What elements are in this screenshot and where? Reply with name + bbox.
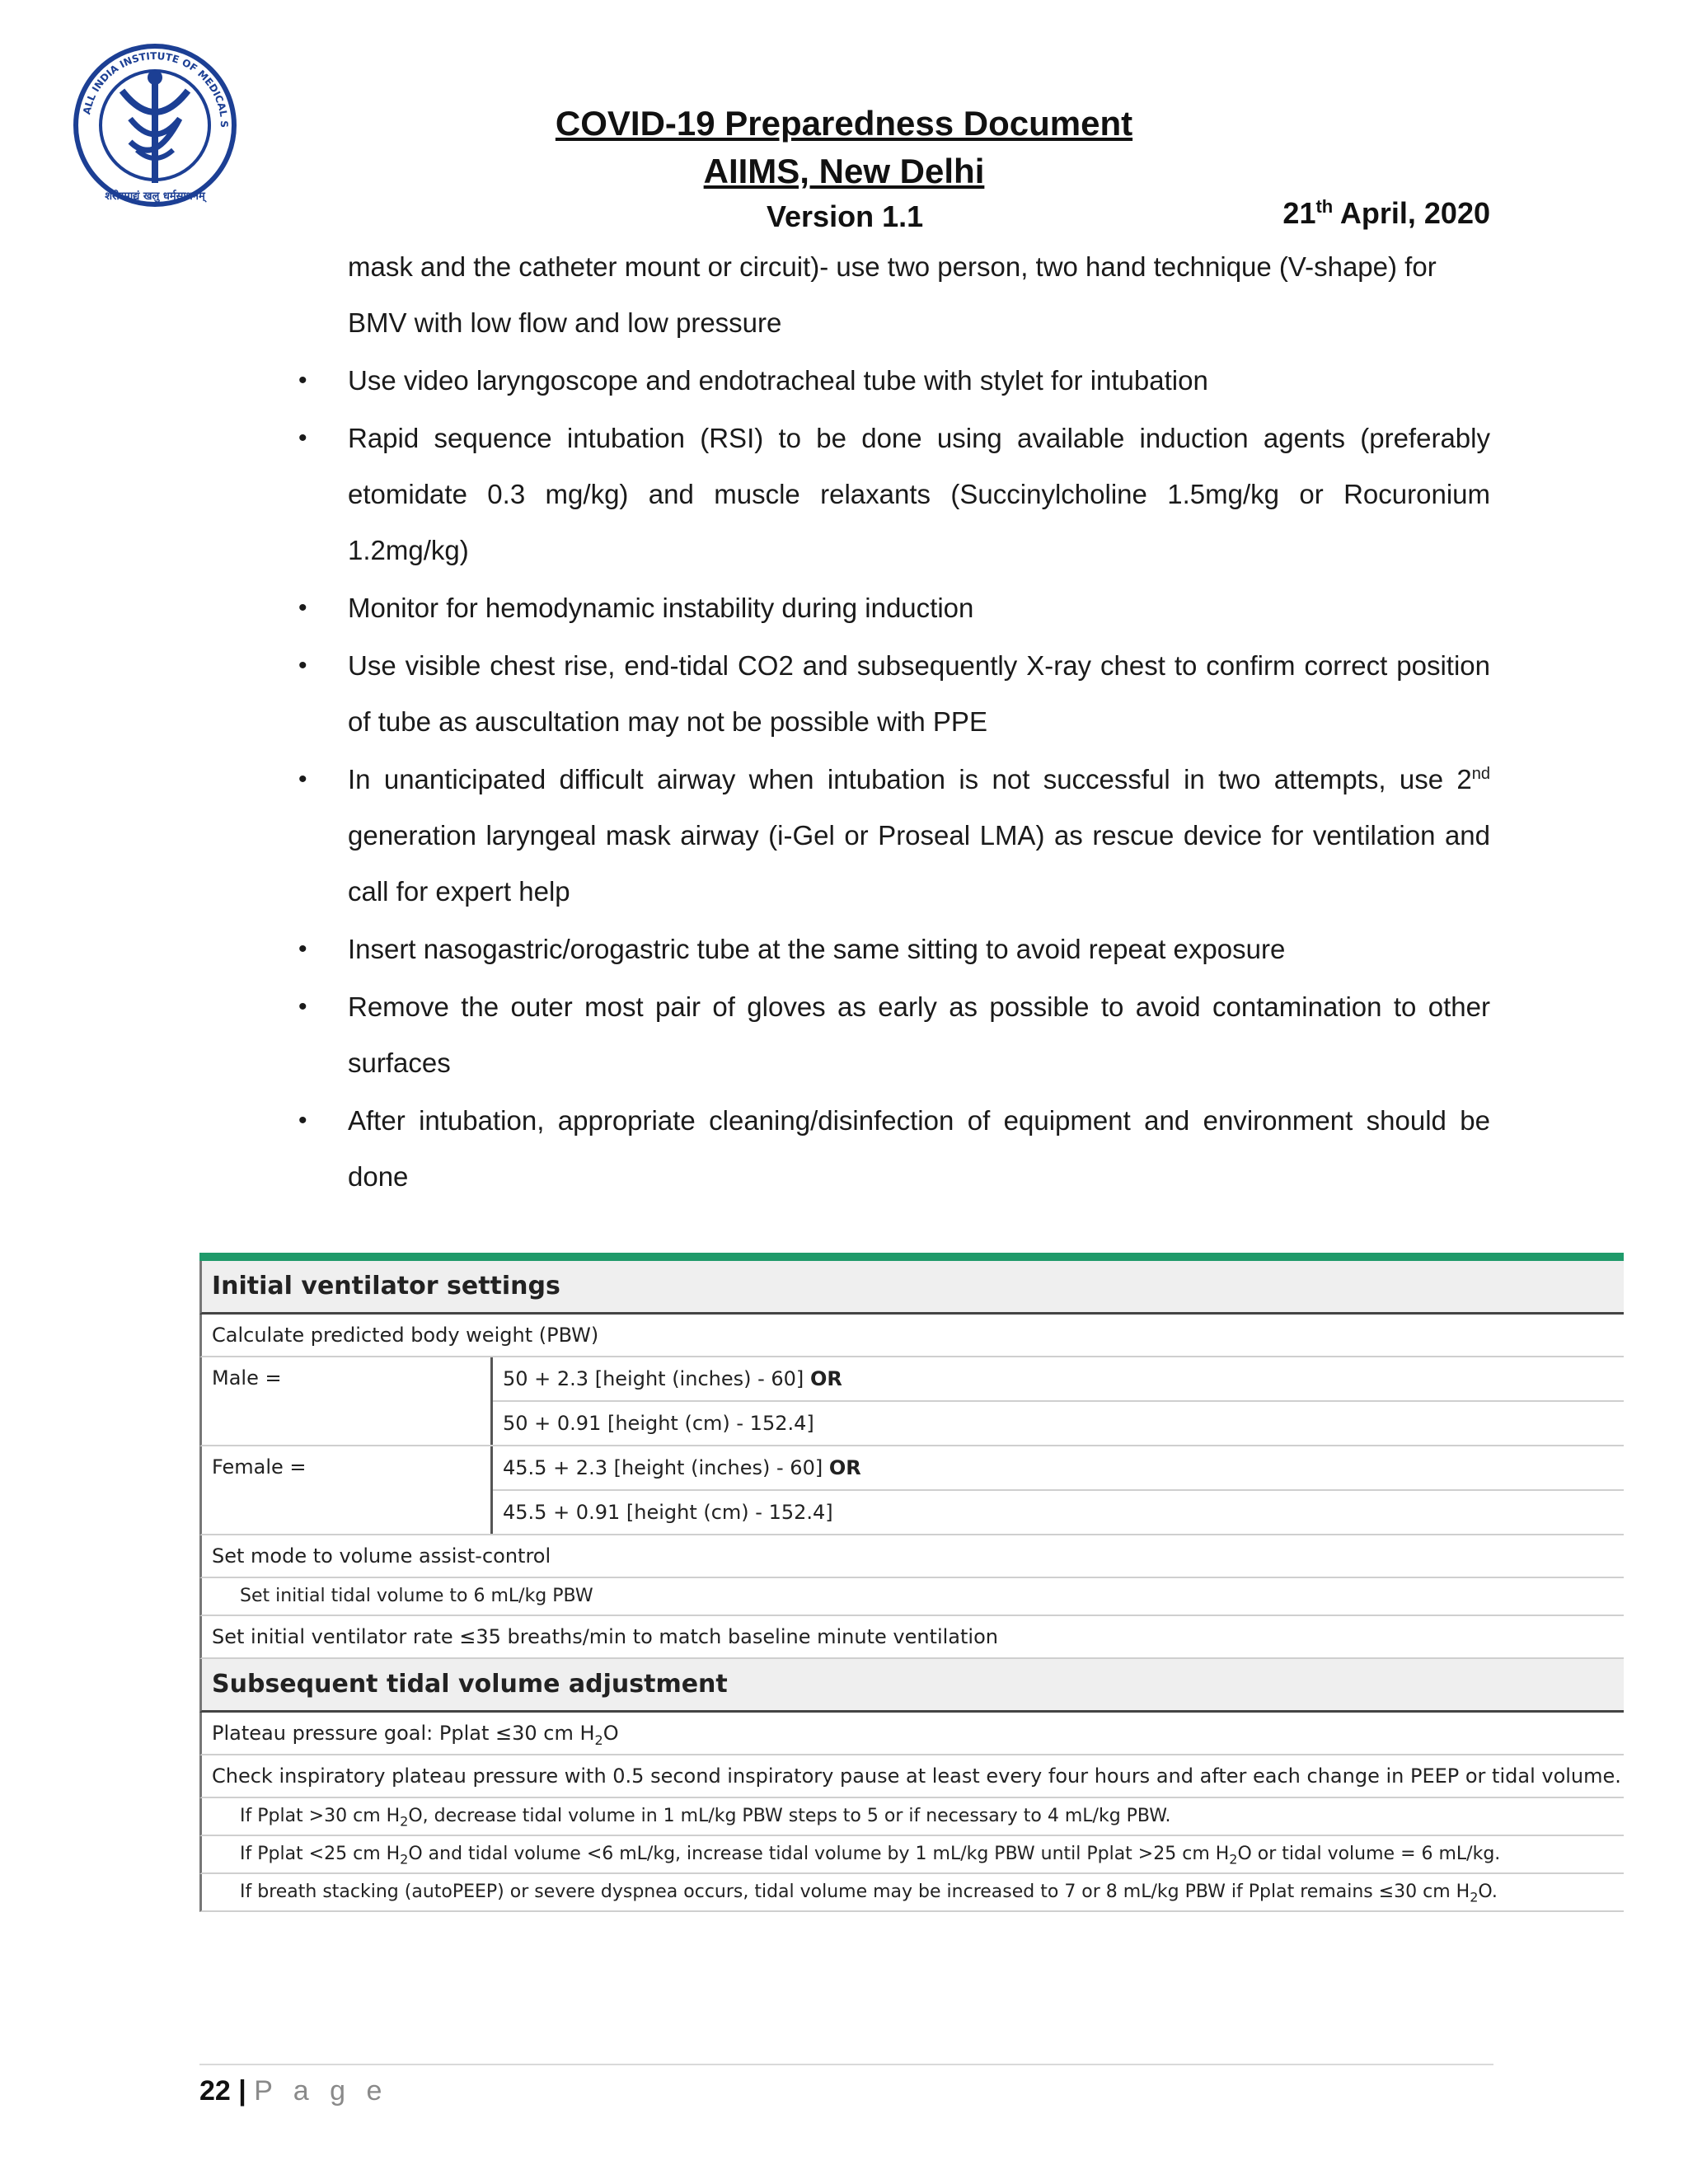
table-row-female [199, 1446, 1624, 1535]
intubation-guidelines [295, 239, 1490, 1205]
section-initial-settings: Initial ventilator settings [199, 1261, 1624, 1315]
date-day: 21 [1282, 196, 1316, 230]
bullet-icon: • [298, 424, 307, 452]
table-row-male [199, 1357, 1624, 1446]
page-label: P a g e [254, 2075, 389, 2107]
footer-divider [199, 2064, 1493, 2065]
guideline-list [295, 353, 1490, 1205]
section-tidal-adjustment: Subsequent tidal volume adjustment [199, 1659, 1624, 1713]
document-title: COVID-19 Preparedness Document [555, 104, 1133, 143]
table-row-if-low: If Pplat <25 cm $H_2O$ and tidal volume <6 mL/kg, increase tidal volume by 1 mL/kg PBW until Pplat >25 cm $H_2O$ or tidal volume = 6 mL/kg. [199, 1836, 1624, 1874]
female-formula-cm: 45.5 + 0.91 [height (cm) - 152.4] [503, 1501, 833, 1524]
ventilator-settings-table [199, 1253, 1624, 1912]
table-row-rate: Set initial ventilator rate ≤35 breaths/min to match baseline minute ventilation [199, 1616, 1624, 1659]
table-row-mode: Set mode to volume assist-control [199, 1535, 1624, 1578]
list-item: • Insert nasogastric/orogastric tube at the same sitting to avoid repeat exposure [295, 921, 1490, 977]
bullet-icon: • [298, 1107, 307, 1134]
female-label: Female = [202, 1446, 493, 1534]
page-footer [199, 2070, 388, 2111]
intro-line-2: BMV with low flow and low pressure [348, 307, 782, 338]
list-item: • Rapid sequence intubation (RSI) to be done using available induction agents (preferably etomidate 0.3 mg/kg) and muscle relaxants (Succinylcholine 1.5mg/kg or Rocuronium 1.2mg/kg) [295, 410, 1490, 579]
list-item: • Remove the outer most pair of gloves as early as possible to avoid contamination to other surfaces [295, 979, 1490, 1091]
table-row-tidal: Set initial tidal volume to 6 mL/kg PBW [199, 1578, 1624, 1616]
list-item: • Use visible chest rise, end-tidal CO2 and subsequently X-ray chest to confirm correct position of tube as auscultation may not be possible with PPE [295, 638, 1490, 750]
bullet-icon: • [298, 594, 307, 621]
table-row-plateau: Plateau pressure goal: Pplat ≤30 cm $H_2O$ [199, 1713, 1624, 1755]
table-row-if-stacking: If breath stacking (autoPEEP) or severe dyspnea occurs, tidal volume may be increased to 7 or 8 mL/kg PBW if Pplat remains ≤30 cm $H_2O$. [199, 1874, 1624, 1912]
bullet-icon: • [298, 993, 307, 1020]
table-row-check: Check inspiratory plateau pressure with 0.5 second inspiratory pause at least every four hours and after each change in PEEP or tidal volume. [199, 1755, 1624, 1798]
page-number: 22 [199, 2075, 231, 2107]
table-top-bar [199, 1253, 1624, 1261]
intro-line-1: mask and the catheter mount or circuit)- use two person, two hand technique (V-shape) for [348, 251, 1437, 282]
svg-text:शरीरमाद्यं खलु धर्मसाधनम्: शरीरमाद्यं खलु धर्मसाधनम् [105, 190, 205, 203]
male-formula-inches: 50 + 2.3 [height (inches) - 60] OR [493, 1357, 1624, 1402]
list-item: • Monitor for hemodynamic instability during induction [295, 580, 1490, 636]
list-item: • After intubation, appropriate cleaning/disinfection of equipment and environment should be done [295, 1093, 1490, 1205]
date-suffix: th [1315, 196, 1334, 217]
bullet-icon: • [298, 367, 307, 394]
institution-name: AIIMS, New Delhi [703, 152, 985, 190]
document-date [1282, 196, 1490, 231]
intro-paragraph [295, 239, 1490, 351]
male-label: Male = [202, 1357, 493, 1445]
list-item: • In unanticipated difficult airway when intubation is not successful in two attempts, use 2nd generation laryngeal mask airway (i-Gel or Proseal LMA) as rescue device for ventilation and call for expert help [295, 752, 1490, 920]
table-row-pbw: Calculate predicted body weight (PBW) [199, 1315, 1624, 1357]
male-formula-cm: 50 + 0.91 [height (cm) - 152.4] [503, 1412, 814, 1435]
date-rest: April, 2020 [1339, 196, 1490, 230]
bullet-icon: • [298, 652, 307, 679]
list-item: • Use video laryngoscope and endotracheal tube with stylet for intubation [295, 353, 1490, 409]
bullet-icon: • [298, 935, 307, 963]
footer-separator: | [238, 2075, 246, 2107]
document-version: Version 1.1 [767, 199, 924, 233]
svg-text:ALL INDIA INSTITUTE OF MEDICAL: ALL INDIA INSTITUTE OF MEDICAL S [81, 49, 231, 129]
female-formula-inches: 45.5 + 2.3 [height (inches) - 60] OR [493, 1446, 1624, 1491]
bullet-icon: • [298, 766, 307, 793]
table-row-if-high: If Pplat >30 cm $H_2O$, decrease tidal volume in 1 mL/kg PBW steps to 5 or if necessary to 4 mL/kg PBW. [199, 1798, 1624, 1836]
